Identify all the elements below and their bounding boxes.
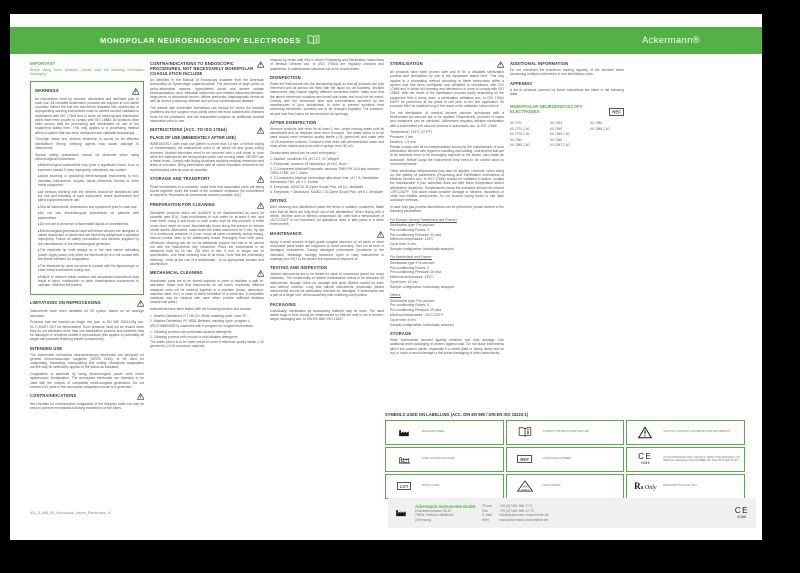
symbol-label: CATALOGUE NUMBER xyxy=(542,457,572,461)
paragraph: 2. Cleaning process with neutral or mild alkaline detergents xyxy=(150,335,238,340)
paragraph: 1. Alkaline, neodisher FA, pH 12.2, Dr. Weigert xyxy=(270,157,339,162)
section-heading xyxy=(270,265,384,270)
paragraph: Cycle time: 5 min. xyxy=(390,242,417,247)
symbol-label: CONSULT INSTRUCTIONS FOR USE xyxy=(542,430,589,434)
section-title: APPENDIX xyxy=(510,80,533,86)
paragraph: Pre-conditioning Pulses: 3 xyxy=(390,265,429,270)
paragraph: The water which is to be used needs to meet a minimum quality sterile (<10 germs/ml) (<0.25 endotoxin units/ml). xyxy=(150,339,264,349)
section-instructions-acc-to-iso-17664 xyxy=(150,127,264,172)
catalogue-number xyxy=(590,132,624,136)
ce-0086-icon: CE 0086 xyxy=(638,452,653,465)
bullet-item: ▸ Electrosurgical generators used with these devices are designed to cause destruction of tissue and are inherently dangerous if operated improperly. Follow all safety precautions and advices supplied by the manufacturer of the electrosurgical generator. xyxy=(35,229,139,246)
manufacturer-icon xyxy=(389,428,419,437)
paragraph: 2. Washer-Disinfector PG 8528, Belimed; washing cycle: program 4 xyxy=(150,318,250,323)
paragraph: Place the instruments into the disinfecting liquid so that all products are fully immersed and all lumina are filled with the liquid (no air bubbles). Multiple instruments may require slightly different immersion baths; make sure that the above immersion solutions are rinsed with water and must not be mixed. Comply with the immersion time and concentration specified by the manufacturer of your disinfectant. In order to prevent solutions from becoming exhausted, solutions are to be changed regularly. The pressure, air and fluid flow has to be secured from all openings. xyxy=(270,81,384,116)
paragraph: In case only gas process sterilization can be performed, please adhere to the following parameters: xyxy=(390,205,504,214)
section-title: AFTER DISINFECTION xyxy=(270,119,317,125)
paragraph: Jointed instruments are to be tested for ease of movement (avoid too much backlash). The functionality of ratchet mechanisms needs to be checked. All instruments: visually check for damage and wear. Blades should be even and without notches. Long and narrow instruments (especially jointed instruments) should be particularly checked for damages. If instruments are a part of a larger unit, check assembly with matching components. xyxy=(270,272,384,298)
paragraph: Minimum temperature: 132°C/270°F xyxy=(390,313,444,318)
date-of-manufacture-icon xyxy=(389,455,419,464)
page-title: MONOPOLAR NEUROENDOSCOPY ELECTRODES xyxy=(100,36,301,45)
symbols-heading: SYMBOLS USED ON LABELLING (ACC. DIN EN 980 / DIN EN ISO 15223-1) xyxy=(385,412,529,417)
paragraph: Minimum temperature: 134°C xyxy=(390,237,434,242)
column-5 xyxy=(510,58,624,462)
product-title: MONOPOLAR NEUROENDOSCOPY ELECTRODES xyxy=(510,104,583,115)
section-title: STORAGE xyxy=(390,331,412,337)
section-title: CONTRAINDICATIONS xyxy=(30,393,77,399)
symbol-cell xyxy=(626,420,745,445)
catalogue-number-table xyxy=(510,121,624,147)
catalogue-number: 60-7964 xyxy=(550,121,563,126)
paragraph: Associated parts are to be stored together in order to facilitate a safe re-allocation. Make sure that instruments do not touch; especially different materials must not be cleaned together in a machine (brass, aluminium, stainless steel, etc.) in order to avoid formation of a metal film. (Compatible materials may be cleaned with each other; provide sufficient distance between all parts.) xyxy=(150,279,264,305)
catalogue-number xyxy=(590,138,624,142)
paragraph: 3. 2-Component Alkaline/Enzymatic, deconex TWIN PH 10.8 and deconex TWIN ZYME, pH 7, Borer xyxy=(270,167,380,176)
warning-icon xyxy=(377,231,385,238)
paragraph: Minimum temperature: 134°C xyxy=(390,275,434,280)
section-contraindications xyxy=(30,393,144,411)
warning-icon xyxy=(257,127,265,134)
section-intended-use xyxy=(30,346,144,390)
paragraph: ensured by reuse-safe files in which Processing and Sterilization Instructions of Medical Devices acc. to (ISO 17664) are regularly checked and maintained. A maintenance schedule has to be documented. xyxy=(270,58,384,71)
ce-number: 0086 xyxy=(737,514,747,519)
paragraph: Other sterilization temperatures may also be applied. However, when doing so, the validity of parameters (Processing and Sterilization Instructions of Medical Devices acc. to ISO 17664) should be validated (Caution: contact the manufacturer if your autoclave does not offer these temperature and/or sterilization durations). Temperatures inside the autoclave should not exceed 139°C/282°F. This could cause possible damage to handles, insulations or other non-metallic components. Do not shorten drying levels or use flash autoclave methods. xyxy=(390,168,504,203)
catalogue-number xyxy=(590,143,624,147)
catalogue-number: 60-7965 xyxy=(550,126,563,131)
paragraph: 1. Cleaning process with preheated alkaline detergents xyxy=(150,330,232,335)
section-heading xyxy=(150,176,264,183)
contact-value: +49 (0)7461 966 17-0 xyxy=(499,504,533,509)
section-monopolar-neuroendoscopy-electrodes xyxy=(510,100,624,147)
catalogue-number: 60-7985.2 60 xyxy=(510,143,530,148)
lot-icon: LOT xyxy=(389,482,419,490)
section-heading xyxy=(30,61,144,66)
paragraph: Place instruments in a container; make sure that associated parts are being stored together. Keep the inside of the container ventilated (no containment is required). Reprocess all instruments soonest possible (dry). xyxy=(150,184,264,198)
section-warnings xyxy=(35,88,139,288)
paragraph: Individually: sterilization by autoclaving material may be used. The used sterile bags or foils should be dimensioned so that the seal is not in tension; single packaging acc. to DIN EN 868 / ISO 11607. xyxy=(270,308,384,322)
paragraph: Pressure: 3 bar xyxy=(390,135,413,140)
svg-text:STERILE: STERILE xyxy=(520,489,529,492)
contact-value: info@ackermann-instrumente.de xyxy=(499,513,549,518)
section-heading xyxy=(510,61,624,66)
manufacturer-address xyxy=(415,504,475,522)
column-1 xyxy=(30,58,144,462)
section-title: INSTRUCTIONS (ACC. TO ISO 17664) xyxy=(150,127,227,133)
paragraph: (RECOMMENDED) machines with a program for surgical instruments: xyxy=(150,323,254,328)
section-heading xyxy=(390,331,504,336)
paragraph: Sample configuration: Individually wrapped xyxy=(390,322,454,327)
section-heading xyxy=(150,61,264,76)
address-line-1: Eisenbahnstrasse 65-67 xyxy=(415,508,452,513)
catalogue-number: 60-7988.2 60 xyxy=(590,126,610,131)
warning-icon xyxy=(137,393,145,400)
section-title: MAINTENANCE xyxy=(270,230,302,236)
catalogue-number: 60-7966 xyxy=(550,137,563,142)
catalogue-number: 60-7965.2 60 xyxy=(550,132,570,137)
paragraph: Sample configuration: Individually wrapped xyxy=(390,247,454,252)
paragraph: Sterilization type: Pre-vacuum xyxy=(390,260,435,265)
footer-address-band xyxy=(388,498,756,528)
ref-icon: REF xyxy=(510,455,540,463)
symbol-cell xyxy=(385,420,504,445)
caution-icon xyxy=(630,426,660,439)
section-heading xyxy=(30,346,144,351)
symbol-label: CAUTION, CONSULT ACCOMPANYING DOCUMENTS xyxy=(663,430,731,434)
section-contraindications-to-endoscopic-procedur xyxy=(150,61,264,123)
section-heading xyxy=(270,75,384,80)
catalogue-number: 60-7970 xyxy=(510,121,523,126)
paragraph: As identified in the Manual of Endoscopy available from the American Association of Gynecologic Laparoscopists: The presence of large pelvic or pelvic-abdominal masses, hypovolemic shock and severe cardiac decompensation. Also, intestinal obstruction and marked distended intestine, large pelvic or abdominal tumors, diffuse peritonitis, diaphragmatic hernia as well as severe pulmonary disease and serious cardiovascular disease. xyxy=(150,78,264,104)
warning-icon xyxy=(257,176,265,183)
paragraph: After cleaning and disinfection place the items in suitable containers. Make sure that all items are fully dried out of the disinfectant. When drying with a sterile, lint-free cloth or filtered compressed air, note that a temperature of 110°C/230°F is not exceeded. All operations need to take place in a clean environment. xyxy=(270,205,384,227)
section-limitations-on-reprocessing xyxy=(30,300,144,341)
section-heading xyxy=(30,393,144,400)
bullet-item: ▸ Electrosurgical instruments may pose a significant shock, burn or explosion hazard if used improperly; intensively use caution. xyxy=(35,163,139,172)
paragraph: Sample configuration: Individually wrapped xyxy=(390,284,454,289)
symbol-cell xyxy=(626,447,745,472)
paragraph: Thorough visual and obvious distinction is crucial for an effective sterilization! Strong cleaning agents may cause damage to instruments. xyxy=(35,137,139,150)
column-3 xyxy=(270,58,384,462)
section-heading xyxy=(270,302,384,307)
paragraph: Apply a small amount of light grade surgical lubricant on all joints or other removable parts which are supposed to move smoothly. Sort out all bent or damaged instruments. Clearly damaged instruments (scratches in the insulation, breakage, strongly bleached, dyed or rusty instruments or coatings) are NOT to be reused but repaired or disposed of. xyxy=(270,239,384,261)
document-id: IFU_5_088_08_Monopolar_Neuro_Electrodes_v2 xyxy=(30,511,112,515)
consult-instructions-icon xyxy=(307,32,320,50)
paragraph: Temperature: 134°C (273°F) xyxy=(390,130,433,135)
bullet-item: ▸ Do not use electrosurgical instruments on patients with pacemakers. xyxy=(35,211,139,220)
paragraph: Sterilization type: Pre-vacuum xyxy=(390,298,435,303)
ce-0086-icon xyxy=(735,507,749,519)
symbol-label: BATCH CODE xyxy=(422,484,440,488)
section-title: DISINFECTION xyxy=(270,74,301,80)
paragraph: Dismantle products which are ALWAYS to be disassembled as much as possible (see IFU). Soak instruments in cold water for at least 5 min. and rinse them, using a soft brush or cloth solely kept for this purpose; a metal brush must never be used. Mechanically brush along the surface to remove visible debris. Afterwards, wash down the entire instrument for 1 min. by use of a continuous pressure of 4 bar; move all parts constantly during rinsing. Narrow lumina need to be additionally rinsed thoroughly from both ports. Ultrasonic cleaning can be run as additional support and has to be carried out with the instruments fully immersed. Place the instruments in an ultrasonic bath for 15 min. (35 kHz) or min. 5 min. or longer acc. to specification. Use fresh cleaning fluid at all times. Note that the preliminary cleaning - even at the use of a disinfectant - is no appropriate solution and disinfection! xyxy=(150,210,264,266)
paragraph: Sterilization type: Pre-vacuum xyxy=(390,222,435,227)
svg-text:NON: NON xyxy=(522,486,528,489)
paragraph: Coagulation is achieved by using electrosurgical power units under laparoscopic visualization. The monopolar electrodes are intended to be used with the outputs of compatible electrosurgical generators. Do not exceed 4 kV peak in the monopolar coagulation mode of a generator. xyxy=(30,372,144,389)
symbol-label: NON-STERILE xyxy=(542,484,561,488)
paragraph: Instruments have been tested with the following devices and boards: xyxy=(150,307,252,312)
paragraph: The Ackermann monopolar neuroendoscopy electrodes are designed for general neuroendoscopic surgeries (NEOS 2016); to be used for coagulating, dissecting, manipulating and cutting. Monopolar coagulation current may be selectively applied to the tissue as indicated. xyxy=(30,352,144,370)
paragraph: 5. Enzymatic, M200 26 30-Zyme Scope Plus, pH 6.1, Medisafe xyxy=(270,185,364,190)
section-title: PACKAGING xyxy=(270,301,297,307)
consult-instructions-icon xyxy=(510,427,540,437)
paragraph: Before using these products, please read the following information thoroughly! xyxy=(30,68,144,77)
section-heading xyxy=(30,300,144,307)
paragraph: Pre-conditioning Pressure: 20 psia xyxy=(390,270,442,275)
paragraph: Cycle time: 18 min. xyxy=(390,280,419,285)
ref-icon: REF xyxy=(609,100,624,118)
warning-icon xyxy=(257,61,265,68)
paragraph: Products that are marked as single use (acc. to EN 980 2008:105g acc. 91.2) MUST NOT be reprocessed. Such products must not be reused since they do not withstand more than one sterilization process and therefore may be damaged or rendered unsafe if reprocessed (this applies to potentially all single-use products featuring plastic components). xyxy=(30,320,144,342)
warning-icon xyxy=(257,202,265,209)
section-heading xyxy=(270,120,384,125)
contact-label: Fax xyxy=(482,508,488,513)
bullet-item: ▸ Do not use in presence of flammable liquids or anaesthetics. xyxy=(35,222,139,226)
warnings-box xyxy=(30,81,144,296)
paragraph: 2. Enzymatic, deconex 23 Neutrazym, pH 8.0, Borer xyxy=(270,162,348,167)
section-title: WARNINGS xyxy=(35,87,59,93)
product-heading xyxy=(510,100,624,118)
paragraph: Cycle time: 4 min. xyxy=(390,317,417,322)
bullet-item: ▸ All persons working with the devices should be familiarized with the use and handling of such equipment; check accessories and allied equipment before use. xyxy=(35,190,139,203)
paragraph: For the sterilization of medical devices vacuum autoclaves with a fractionated pre-vacuum are to be applied. Respectively, products in cases and containers can be sterilized. Ackermann regularly advises sterilization with a fractionated pre-vacuum process in autoclaves acc. to ISO 17665: xyxy=(390,110,504,128)
symbols-table xyxy=(385,420,745,499)
section-heading xyxy=(390,61,504,68)
warning-icon xyxy=(257,270,265,277)
section-after-disinfection xyxy=(270,120,384,194)
paragraph: Store instruments secured against moisture and dust damage. Use additional inner packaging to protect against dust. Do not stack instruments which are packed sterile, especially if a metal plate or heavy items rest on top, in order to avoid damage to the inside packaging of other instruments. xyxy=(390,338,504,355)
bullet-item: ▸ Failure to observe these cautions and associated instructions may result in injury, malfunction or other unanticipated occurrences to operator, staff and the patient. xyxy=(35,275,139,288)
section-heading xyxy=(35,88,139,95)
symbol-label: IN ACCORDANCE WITH COUNCIL DIRECTIVE 93/42/EEC ON MEDICAL DEVICES AND NUMBER OF THE NOTIFIED BODY xyxy=(663,455,740,462)
address-line-2: 78604 Rietheim-Weilheim xyxy=(415,513,454,518)
symbol-label: PRESCRIPTION USE ONLY xyxy=(663,484,698,488)
section-heading xyxy=(510,81,624,86)
bullet-item: ▸ The electrode tip must not come in contact with the laparoscope or other metal instruments during use. xyxy=(35,264,139,273)
section-testing-and-inspection xyxy=(270,265,384,298)
paragraph: Pre-conditioning Pressure: 20 psia xyxy=(390,232,442,237)
paragraph: Pre-conditioning Pressure: 20 psia xyxy=(390,308,442,313)
paragraph: 1. Washer-Disinfector G 7736 CD, Miele; washing cycle: vario TD xyxy=(150,313,247,318)
contact-details xyxy=(482,504,548,522)
ifu-document-page xyxy=(10,14,762,540)
bullet-item: ▸ Avoid touching or grounding electrosurgical instruments to non-insulated instruments, scopes, tissue retractors, trocars or other metal equipment. xyxy=(35,174,139,187)
catalogue-number: 60-7970.2 60 xyxy=(510,126,530,131)
section-packaging xyxy=(270,302,384,322)
symbol-cell xyxy=(626,474,745,499)
paragraph: Instruments have been validated for 50 cycles, based on an average treatment. xyxy=(30,309,144,318)
section-for-europe-except-switzerland-and-france xyxy=(390,218,504,252)
param-group-heading: For Europe: (except Switzerland and France) xyxy=(390,217,457,222)
section-subtitle: PLACE OF USE (IMMEDIATELY AFTER USE) xyxy=(150,135,236,141)
section-heading xyxy=(270,231,384,238)
contact-value: +49 (0)7461 966 17-70 xyxy=(499,508,534,513)
paragraph: Please comply with all recommendations issued by the manufacturer of your sterilization devices with regard to handling and loading. Instruments that are to be sterilized need to be thoroughly exposed to the steam, also inside an autoclave. Before using the instruments they need to be cooled down to room temperature. xyxy=(390,144,504,166)
section-maintenance xyxy=(270,231,384,261)
paragraph: Disinfectants which can be used exemplarily: xyxy=(270,150,337,155)
non-sterile-icon xyxy=(510,480,540,492)
section-title: CONTRAINDICATIONS TO ENDOSCOPIC PROCEDURES, NOT NECESSARILY MONOPOLAR COAGULATION INCLUDE xyxy=(150,61,254,76)
catalogue-number: 60-7967.2 60 xyxy=(550,143,570,148)
paragraph: Special safety precautions should be observed when using electrosurgical instruments. xyxy=(35,152,139,161)
manufacturer-icon xyxy=(395,504,408,522)
section-title: MECHANICAL CLEANING xyxy=(150,270,203,276)
symbol-cell xyxy=(385,474,504,499)
paragraph: A list of products covered by these instructions are listed in the following table: xyxy=(510,87,624,96)
paragraph: All products have been proven safe and fit for a validated sterilization process and sterilization by use of the equipment stated here. This only applies to a processing method according to these instructions within a system that has been configured and validated in compliance with ISO 17665 and in which full cleaning and disinfection is done to comply with ISO 15883. With the result of the sterilization process partly depending on the equipment that is being used, a sterilization validation acc. to ISO 17664 MUST be performed at the place of use prior to the first application. All products MAY be sanitized only if the result of the validation has proven it. xyxy=(390,70,504,109)
section-title: DRYING xyxy=(270,198,287,204)
warning-icon xyxy=(497,61,505,68)
param-group-heading: Others: xyxy=(390,293,401,298)
company-name: Ackermann Instrumente GmbH xyxy=(415,503,476,509)
paragraph: The patient with intolerable anesthesia risk factors for whom the medical problems and the surgeon must jointly select the most suitable and intended route for the procedure. Ask the responsible surgeon for additional medical information prior to use. xyxy=(150,105,264,123)
bullet-item: ▸ Test all instruments, accessories and equipment prior to each use. xyxy=(35,205,139,209)
symbol-label: DATE OF MANUFACTURE xyxy=(422,457,455,461)
content-columns xyxy=(30,58,624,462)
section-storage xyxy=(390,331,504,355)
paragraph: Remove products and rinse for at least 1 min. under running water until all disinfectant and its residues have been removed. The water which is to be used should meet minimum quality sterile (<10 germs/ml) and water with <0.25 endotoxin units/ml. Conduct a final rinse with demineralized water and rinse all the lumina and ports with a syringe (min. 50 ml). xyxy=(270,126,384,148)
section-title: LIMITATIONS ON REPROCESSING xyxy=(30,300,101,306)
contact-value: www.ackermann-instrumente.de xyxy=(499,517,548,522)
param-group-heading: For Switzerland and France: xyxy=(390,255,433,260)
section-for-switzerland-and-france xyxy=(390,255,504,289)
section-title: IMPORTANT xyxy=(30,61,56,66)
section-important xyxy=(30,61,144,77)
section-sterilisation xyxy=(390,61,504,214)
symbol-cell xyxy=(506,474,625,499)
paragraph: All instruments must be cleaned, disinfected and sterilized prior to each use. All reusable Ackermann products are shipped in non-sterile condition. Before the first use and before repeated use, disinfection of appropriately working instruments must be carried out and validated in compliance with ISO 17664 and in which all cleaning and disinfection steps have been proven to comply with ISO 15883. All products have been proven safe for processing and sterilization by use of the equipment stated here. This only applies to a processing method within a system that has been configured and validated accordingly. xyxy=(35,96,139,135)
section-heading xyxy=(150,127,264,134)
symbol-cell xyxy=(506,447,625,472)
section-storage-and-transport xyxy=(150,176,264,198)
contact-label: E-Mail xyxy=(482,513,492,518)
column-2 xyxy=(150,58,264,462)
section-title: STERILISATION xyxy=(390,61,423,66)
section-title: STORAGE AND TRANSPORT xyxy=(150,175,210,181)
paragraph: 4. 2-Component Alkaline, thermosept alka clean forte, pH 7.8, Neutralizer: thermosept FNZ, pH 2.2, Ecolab xyxy=(270,176,380,185)
address-line-3: (Germany) xyxy=(415,517,432,522)
paragraph: Not intended for contraceptive coagulation of the fallopian tubes but may be used to achieve hemostasis following transection of the tubes. xyxy=(30,402,144,411)
contact-label: Phone xyxy=(482,504,493,509)
paragraph: Pre-conditioning Pulses: 3 xyxy=(390,227,429,232)
symbol-cell xyxy=(506,420,625,445)
section-heading xyxy=(150,202,264,209)
section-title: TESTING AND INSPECTION xyxy=(270,265,328,271)
section-mechanical-cleaning xyxy=(150,270,264,348)
column-4 xyxy=(390,58,504,462)
rx-only-icon: R x Only xyxy=(634,481,657,491)
title-wrap xyxy=(100,32,320,50)
header-bar xyxy=(10,27,762,54)
section-title: ADDITIONAL INFORMATION xyxy=(510,61,569,66)
section-additional-information xyxy=(510,61,624,77)
catalogue-number: 60-7975.2 60 xyxy=(510,132,530,137)
paragraph: 6. Enzymatic + Ultrasound, M2002 1 30-Zyme Scope Plus, pH 6.1, Medisafe xyxy=(270,190,384,195)
section-appendix xyxy=(510,81,624,97)
section-title: PREPARATION FOR CLEANING xyxy=(150,201,216,207)
section-drying xyxy=(270,198,384,226)
symbols-legend xyxy=(385,412,745,499)
paragraph: Do not overstrain the maximum loading capacity of the sterilizer when processing multiple instruments in one sterilization cycle. xyxy=(510,68,624,77)
ce-letters: CE xyxy=(734,506,749,516)
contact-label: Web xyxy=(482,517,490,522)
section-heading xyxy=(270,198,384,203)
catalogue-number: 60-7988 xyxy=(590,121,603,126)
symbol-cell xyxy=(385,447,504,472)
paragraph: Pre-conditioning Pulses: 3 xyxy=(390,303,429,308)
bullet-item: ▸ The electrode tip must always be in full view before activating power. Apply power only when the electrode tip is in full contact with the tissue intended for coagulation. xyxy=(35,248,139,261)
warning-icon xyxy=(132,88,140,95)
section-title: INTENDED USE xyxy=(30,345,63,351)
paragraph: IMMEDIATELY after each use (within no more than 10 min. or before drying of contamination) the instruments need to be wiped off and gross soiling removed. Marked impurities need to be removed with a soft brush or cloth while the instruments are being rinsed under cold running water. NEVER use a metal brush. Comply with drying durations avoiding residual immersion and limits of corrosion. Bring instruments with all visible impurities removed to the reprocessing area as soon as possible. xyxy=(150,142,264,172)
section-heading xyxy=(150,270,264,277)
brand-logo: Ackermann® xyxy=(641,35,700,46)
symbol-label: MANUFACTURER xyxy=(422,430,445,434)
warning-icon xyxy=(137,300,145,307)
section-section xyxy=(270,58,384,71)
catalogue-number: 60-7980 xyxy=(510,137,523,142)
section-preparation-for-cleaning xyxy=(150,202,264,266)
paragraph: Duration: > 5 min. xyxy=(390,139,417,144)
section-disinfection xyxy=(270,75,384,116)
section-others xyxy=(390,293,504,327)
